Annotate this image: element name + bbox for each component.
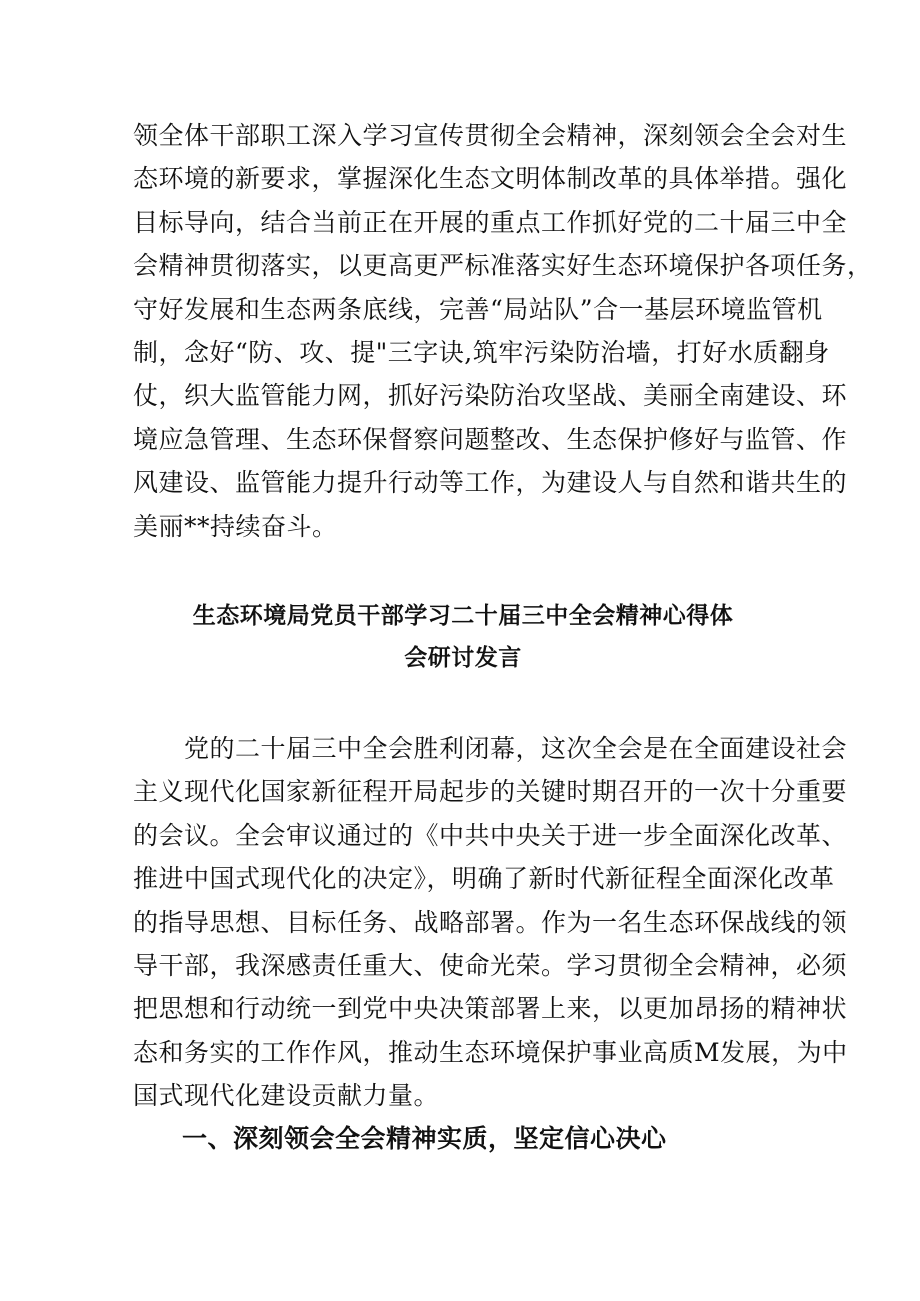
text-line: 制，念好“防、攻、提"三字诀,筑牢污染防治墙，打好水质翻身 (133, 337, 830, 367)
title-line-2: 会研讨发言 (404, 644, 522, 671)
text-line: 会精神贯彻落实，以更高更严标准落实好生态环境保护各项任务， (133, 251, 873, 281)
text-line: 境应急管理、生态环保督察问题整改、生态保护修好与监管、作 (133, 424, 848, 454)
section-heading: 一、深刻领会全会精神实质，坚定信心决心 (182, 1124, 667, 1153)
text-line: 态和务实的工作作风，推动生态环境保护事业高质M发展，为中 (133, 1037, 848, 1067)
text-line: 守好发展和生态两条底线，完善“局站队”合一基层环境监管机 (133, 294, 823, 324)
text-line: 国式现代化建设贡献力量。 (133, 1081, 440, 1111)
text-line: 态环境的新要求，掌握深化生态文明体制改革的具体举措。强化 (133, 164, 848, 194)
text-line: 推进中国式现代化的决定》，明确了新时代新征程全面深化改革 (133, 864, 835, 894)
text-line: 的指导思想、目标任务、战略部署。作为一名生态环保战线的领 (133, 907, 848, 937)
text-line: 党的二十届三中全会胜利闭幕，这次全会是在全面建设社会 (133, 734, 848, 763)
text-line: 美丽**持续奋斗。 (133, 511, 338, 541)
title-line-1: 生态环境局党员干部学习二十届三中全会精神心得体 (192, 602, 734, 629)
paragraph-continuation (133, 114, 873, 548)
text-line: 把思想和行动统一到党中央决策部署上来，以更加昂扬的精神状 (133, 994, 848, 1024)
article-title (133, 595, 793, 679)
text-line: 的会议。全会审议通过的《中共中央关于进一步全面深化改革、 (133, 820, 848, 850)
text-line: 风建设、监管能力提升行动等工作，为建设人与自然和谐共生的 (133, 468, 848, 498)
paragraph-intro (133, 727, 848, 1118)
text-line: 目标导向，结合当前正在开展的重点工作抓好党的二十届三中全 (133, 207, 848, 237)
text-line: 仗，织大监管能力网，抓好污染防治攻坚战、美丽全南建设、环 (133, 381, 848, 411)
text-line: 导干部，我深感责任重大、使命光荣。学习贯彻全会精神，必须 (133, 950, 848, 980)
text-line: 主义现代化国家新征程开局起步的关键时期召开的一次十分重要 (133, 777, 848, 807)
text-line: 领全体干部职工深入学习宣传贯彻全会精神，深刻领会全会对生 (133, 121, 848, 150)
